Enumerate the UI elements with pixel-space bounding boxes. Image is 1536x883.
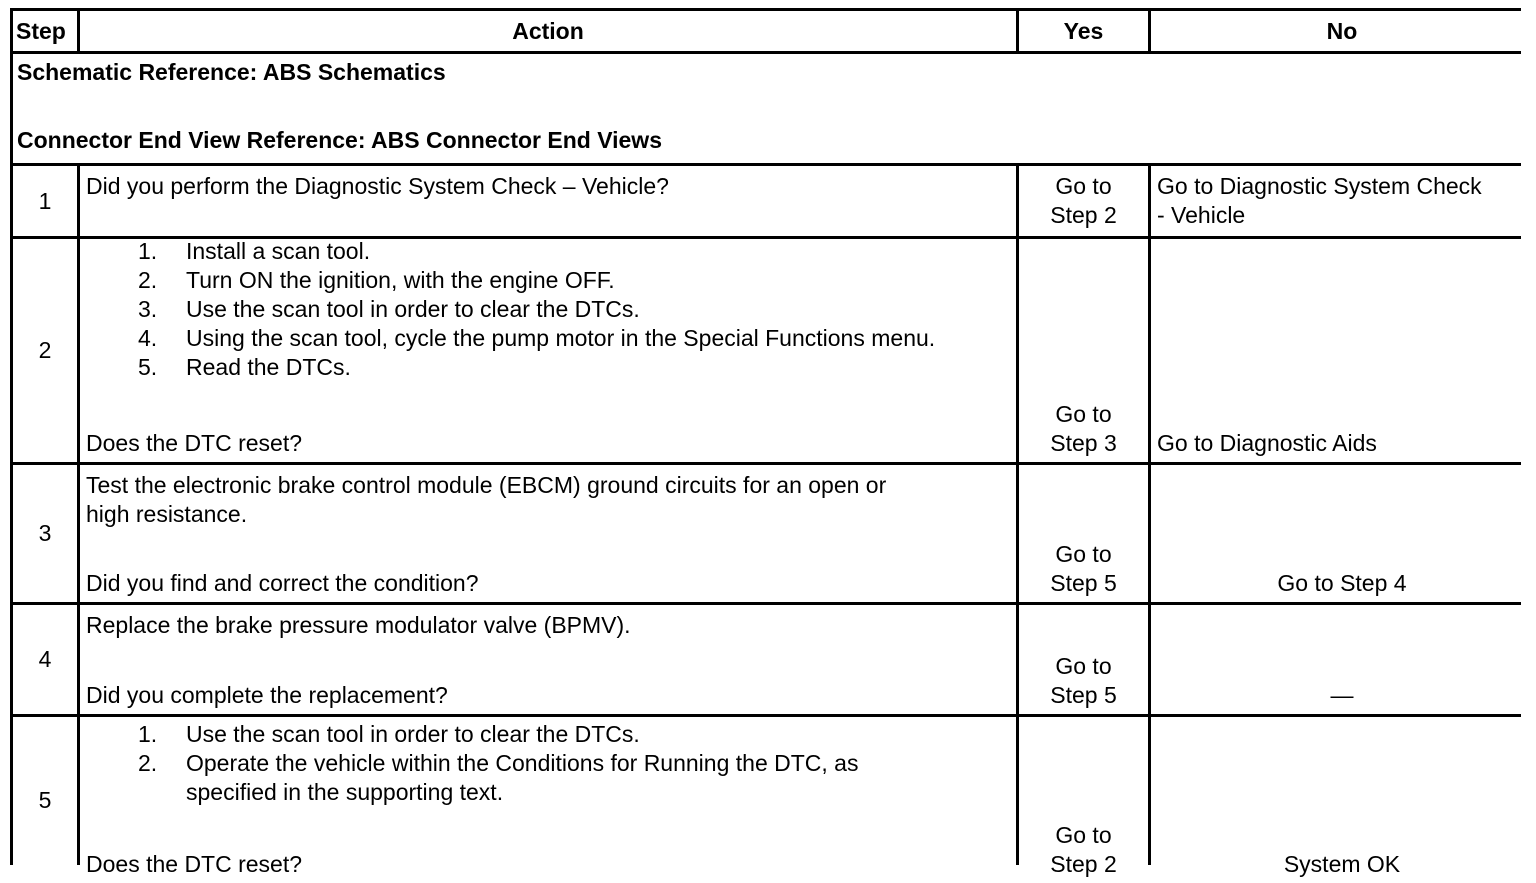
- yes-line2: Step 2: [1050, 202, 1117, 228]
- yes-cell: [1019, 239, 1148, 462]
- action-cell: [80, 465, 1016, 602]
- list-item-number: 1.: [138, 721, 158, 747]
- action-cell: [80, 605, 1016, 714]
- list-item: [138, 353, 1010, 382]
- no-cell: [1151, 166, 1533, 236]
- action-text-line1: Test the electronic brake control module (EBCM) ground circuits for an open or: [86, 472, 887, 498]
- list-item-text: Turn ON the ignition, with the engine OFF.: [186, 267, 615, 293]
- step-number: 5: [13, 717, 77, 883]
- yes-line2: Step 2: [1050, 851, 1117, 877]
- list-item-text: Using the scan tool, cycle the pump motor in the Special Functions menu.: [186, 325, 936, 351]
- yes-cell: [1019, 605, 1148, 714]
- list-item-number: 2.: [138, 750, 158, 776]
- yes-line1: Go to: [1055, 401, 1112, 427]
- header-step: Step: [13, 11, 77, 51]
- yes-cell: [1019, 717, 1148, 883]
- connector-reference: Connector End View Reference: ABS Connector End Views: [17, 127, 662, 153]
- no-text: Go to Diagnostic Aids: [1157, 430, 1377, 456]
- action-question: Did you find and correct the condition?: [86, 570, 479, 596]
- list-item-text: Read the DTCs.: [186, 354, 351, 380]
- list-item-text: Operate the vehicle within the Conditions for Running the DTC, as specified in the supporting text.: [186, 750, 859, 805]
- no-cell: [1151, 239, 1533, 462]
- no-cell: [1151, 605, 1533, 714]
- action-list: [86, 237, 1010, 382]
- action-list: [86, 720, 1010, 807]
- yes-line2: Step 5: [1050, 570, 1117, 596]
- action-question: Did you complete the replacement?: [86, 682, 448, 708]
- header-yes: Yes: [1019, 11, 1148, 51]
- list-item-text: Use the scan tool in order to clear the DTCs.: [186, 721, 640, 747]
- list-item-number: 5.: [138, 354, 158, 380]
- header-action: Action: [80, 11, 1016, 51]
- list-item-text: Install a scan tool.: [186, 238, 371, 264]
- no-line1: Go to Diagnostic System Check: [1157, 173, 1482, 199]
- yes-line2: Step 3: [1050, 430, 1117, 456]
- action-cell: [80, 166, 1016, 236]
- list-item-number: 1.: [138, 238, 158, 264]
- action-cell: [80, 239, 1016, 462]
- action-question: Does the DTC reset?: [86, 430, 303, 456]
- no-cell: [1151, 465, 1533, 602]
- no-cell: [1151, 717, 1533, 883]
- yes-line1: Go to: [1055, 822, 1112, 848]
- list-item: [138, 749, 926, 807]
- no-text: Go to Step 4: [1277, 570, 1407, 596]
- header-no: No: [1151, 11, 1533, 51]
- step-number: 3: [13, 465, 77, 602]
- step-number: 4: [13, 605, 77, 714]
- no-text: System OK: [1283, 851, 1401, 877]
- list-item: [138, 266, 1010, 295]
- no-text: —: [1330, 682, 1354, 708]
- references-row: [13, 54, 1533, 163]
- action-text-line1: Replace the brake pressure modulator valve (BPMV).: [86, 612, 631, 638]
- action-text: Did you perform the Diagnostic System Check – Vehicle?: [86, 173, 669, 199]
- yes-cell: [1019, 465, 1148, 602]
- yes-line1: Go to: [1055, 541, 1112, 567]
- step-number: 2: [13, 239, 77, 462]
- list-item: [138, 295, 1010, 324]
- action-cell: [80, 717, 1016, 883]
- list-item-number: 4.: [138, 325, 158, 351]
- no-line2: - Vehicle: [1157, 202, 1246, 228]
- list-item: [138, 237, 1010, 266]
- list-item-number: 3.: [138, 296, 158, 322]
- yes-line1: Go to: [1055, 653, 1112, 679]
- yes-line2: Step 5: [1050, 682, 1117, 708]
- yes-cell: [1019, 166, 1148, 236]
- list-item-number: 2.: [138, 267, 158, 293]
- step-number: 1: [13, 166, 77, 236]
- list-item: [138, 324, 1010, 353]
- action-text-line2: high resistance.: [86, 501, 248, 527]
- schematic-reference: Schematic Reference: ABS Schematics: [17, 59, 446, 85]
- action-question: Does the DTC reset?: [86, 851, 303, 877]
- yes-line1: Go to: [1055, 173, 1112, 199]
- list-item: [138, 720, 1010, 749]
- diagnostic-table: [10, 8, 1521, 877]
- list-item-text: Use the scan tool in order to clear the DTCs.: [186, 296, 640, 322]
